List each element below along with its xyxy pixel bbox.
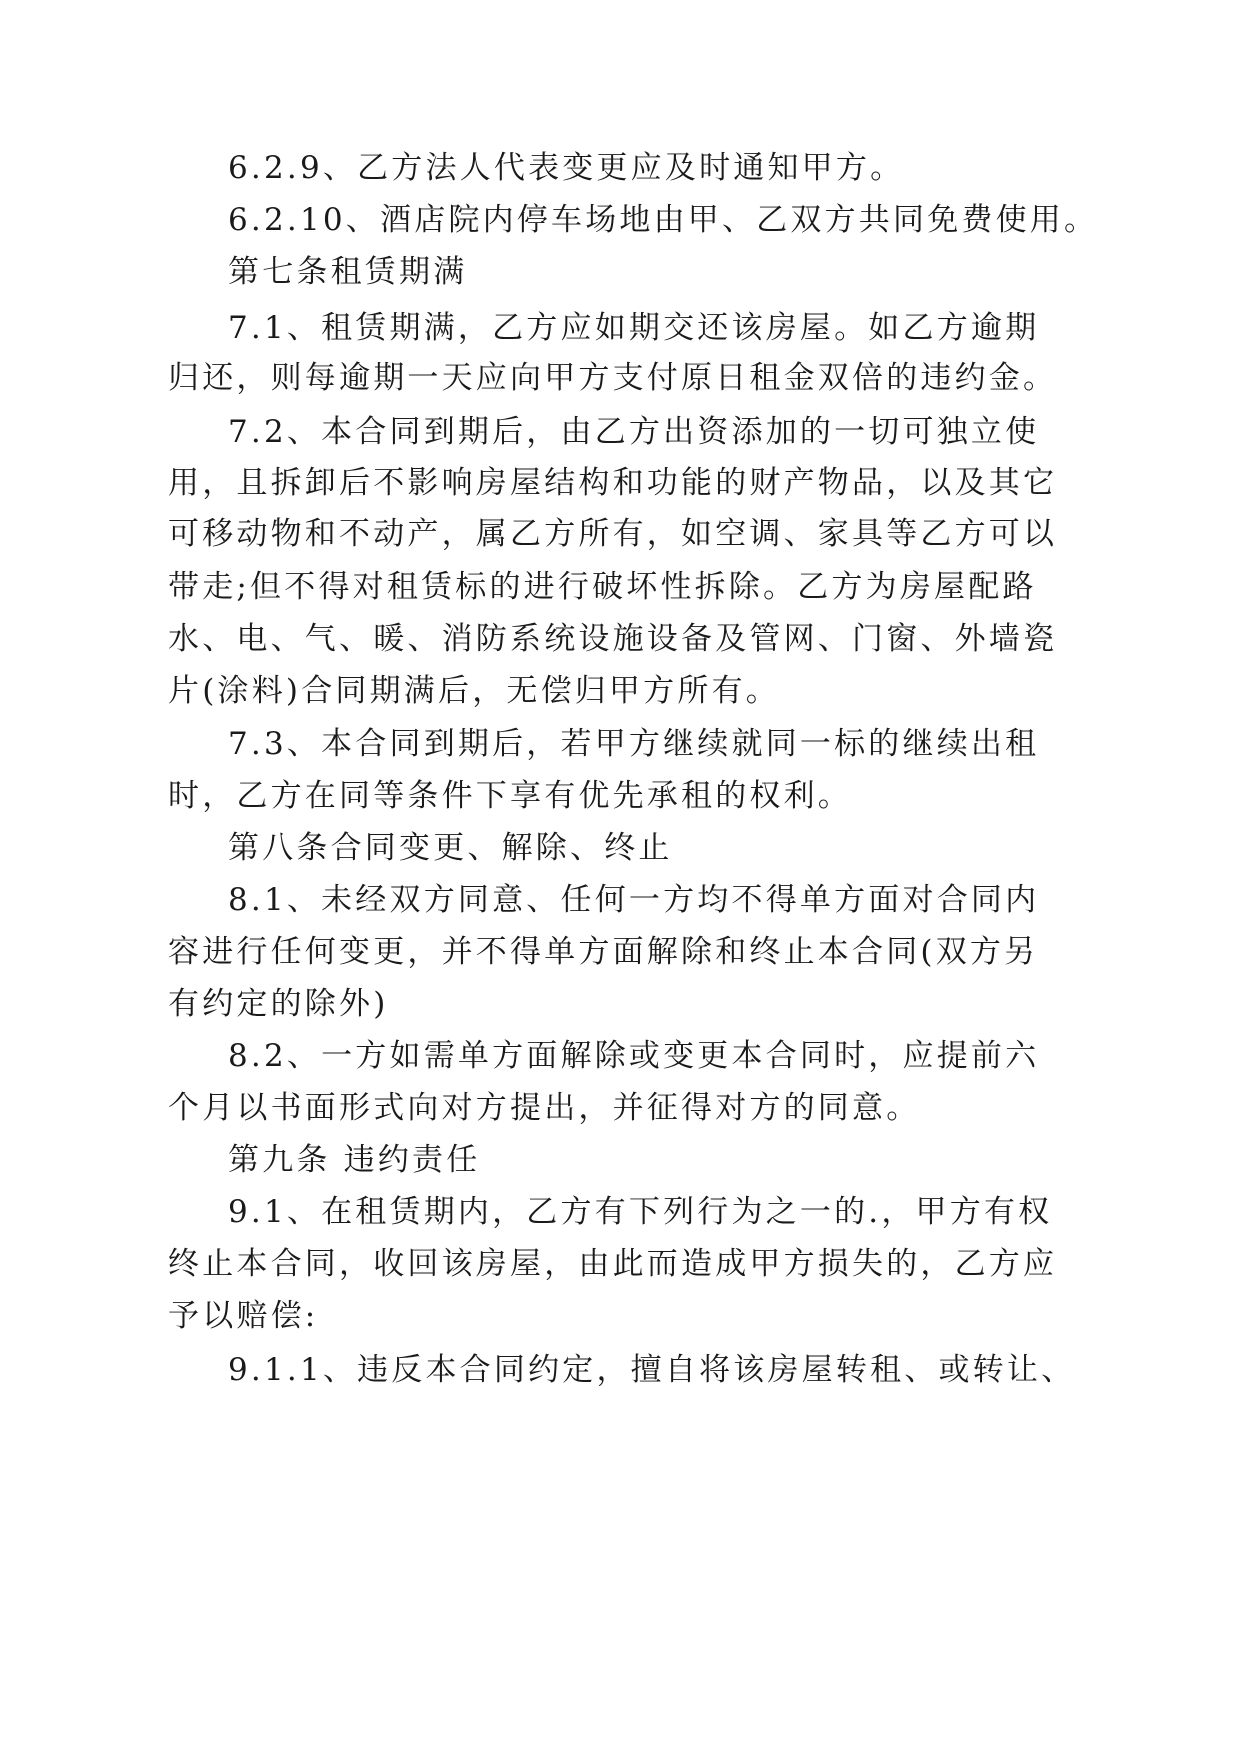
clause-6-2-9: 6.2.9、乙方法人代表变更应及时通知甲方。 xyxy=(228,150,905,186)
clause-7-1-line-1: 7.1、租赁期满，乙方应如期交还该房屋。如乙方逾期 xyxy=(228,310,1040,346)
clause-7-2-line-3: 可移动物和不动产，属乙方所有，如空调、家具等乙方可以 xyxy=(168,516,1058,552)
clause-7-1-line-2: 归还，则每逾期一天应向甲方支付原日租金双倍的违约金。 xyxy=(168,360,1058,396)
clause-8-2-line-1: 8.2、一方如需单方面解除或变更本合同时，应提前六 xyxy=(228,1038,1040,1074)
clause-9-1-line-3: 予以赔偿: xyxy=(168,1298,319,1334)
article-8-heading: 第八条合同变更、解除、终止 xyxy=(228,830,673,866)
clause-9-1-line-1: 9.1、在租赁期内，乙方有下列行为之一的.，甲方有权 xyxy=(228,1194,1053,1230)
clause-6-2-10: 6.2.10、酒店院内停车场地由甲、乙双方共同免费使用。 xyxy=(228,202,1099,238)
clause-7-2-line-2: 用，且拆卸后不影响房屋结构和功能的财产物品，以及其它 xyxy=(168,465,1058,501)
clause-8-1-line-1: 8.1、未经双方同意、任何一方均不得单方面对合同内 xyxy=(228,882,1040,918)
clause-9-1-1-line-1: 9.1.1、违反本合同约定，擅自将该房屋转租、或转让、 xyxy=(228,1352,1076,1388)
article-7-heading: 第七条租赁期满 xyxy=(228,254,468,290)
clause-7-2-line-4: 带走;但不得对租赁标的进行破坏性拆除。乙方为房屋配路 xyxy=(168,569,1037,605)
clause-8-2-line-2: 个月以书面形式向对方提出，并征得对方的同意。 xyxy=(168,1090,921,1126)
clause-7-2-line-6: 片(涂料)合同期满后，无偿归甲方所有。 xyxy=(168,673,780,709)
clause-9-1-line-2: 终止本合同，收回该房屋，由此而造成甲方损失的，乙方应 xyxy=(168,1246,1058,1282)
article-9-heading: 第九条 违约责任 xyxy=(228,1142,481,1178)
clause-8-1-line-3: 有约定的除外) xyxy=(168,986,389,1022)
clause-7-3-line-1: 7.3、本合同到期后，若甲方继续就同一标的继续出租 xyxy=(228,726,1040,762)
clause-7-2-line-5: 水、电、气、暖、消防系统设施设备及管网、门窗、外墙瓷 xyxy=(168,621,1058,657)
clause-7-2-line-1: 7.2、本合同到期后，由乙方出资添加的一切可独立使 xyxy=(228,414,1040,450)
clause-8-1-line-2: 容进行任何变更，并不得单方面解除和终止本合同(双方另 xyxy=(168,934,1039,970)
clause-7-3-line-2: 时，乙方在同等条件下享有优先承租的权利。 xyxy=(168,778,852,814)
